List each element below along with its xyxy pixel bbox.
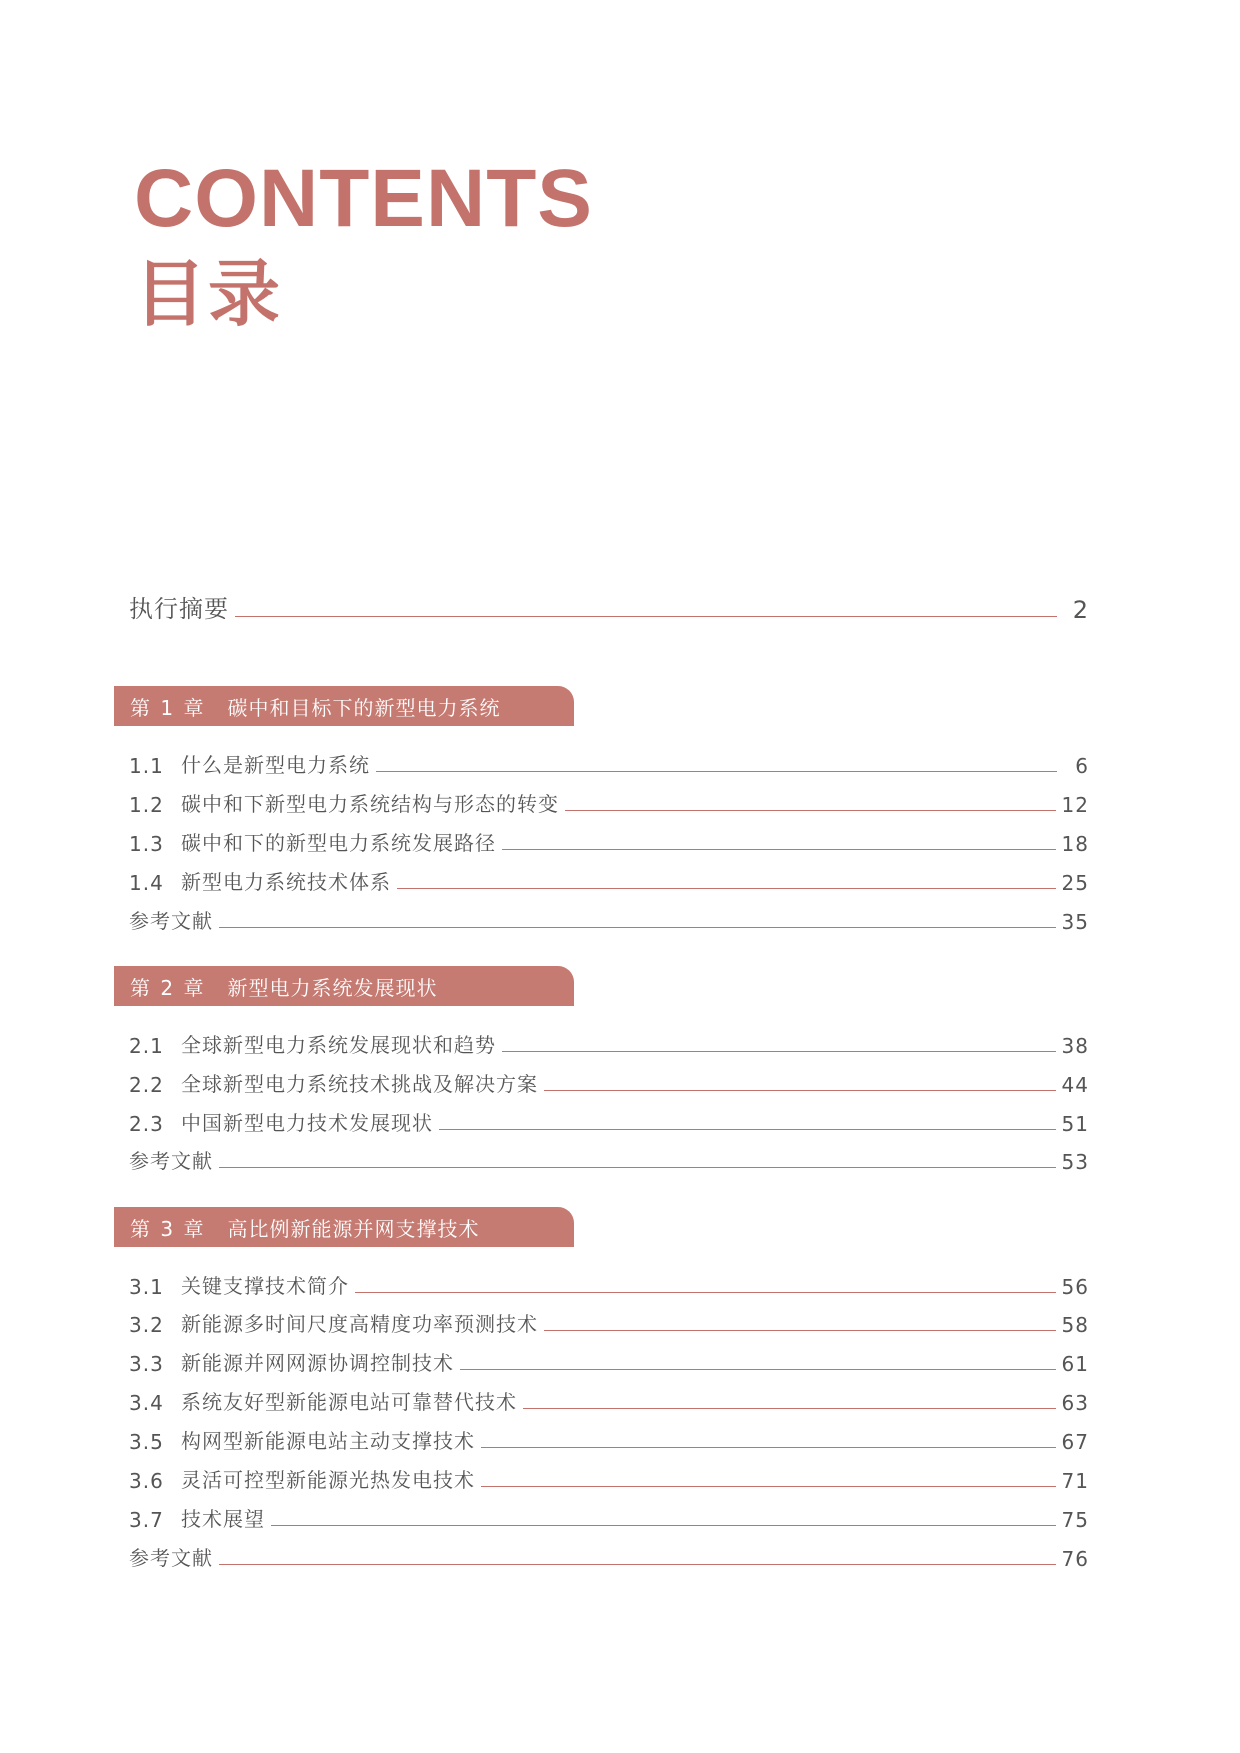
toc-leader-line [565,810,1056,811]
toc-leader-line [219,927,1056,928]
toc-leader-line [481,1486,1056,1487]
toc-page-number: 2 [1072,596,1089,624]
toc-leader-line [544,1330,1056,1331]
toc-entry-label: 系统友好型新能源电站可靠替代技术 [181,1390,517,1414]
toc-page-number: 61 [1061,1352,1089,1376]
toc-entry-number: 3.5 [129,1430,164,1454]
chapter-2-heading[interactable] [114,966,574,1006]
toc-entry-3-6[interactable] [129,1459,1089,1493]
toc-entry-number: 3.7 [129,1508,164,1532]
toc-entry-summary[interactable] [129,584,1089,624]
toc-entry-3-1[interactable] [129,1265,1089,1299]
toc-entry-label: 参考文献 [129,1546,213,1570]
toc-entry-number: 3.1 [129,1275,164,1299]
toc-entry-number: 2.2 [129,1073,164,1097]
toc-entry-1-2[interactable] [129,783,1089,817]
toc-leader-line [439,1129,1056,1130]
toc-entry-1-1[interactable] [129,744,1089,778]
chapter-number: 第 3 章 [130,1216,206,1241]
toc-entry-2-1[interactable] [129,1024,1089,1058]
toc-entry-label: 碳中和下的新型电力系统发展路径 [181,831,496,855]
toc-leader-line [397,888,1056,889]
toc-page-number: 18 [1061,832,1089,856]
toc-entry-label: 全球新型电力系统发展现状和趋势 [181,1033,496,1057]
chapter-title: 高比例新能源并网支撑技术 [227,1216,480,1241]
toc-entry-2-3[interactable] [129,1102,1089,1136]
toc-page-number: 44 [1061,1073,1089,1097]
toc-page-number: 6 [1075,754,1089,778]
toc-entry-1-3[interactable] [129,822,1089,856]
toc-entry-label: 灵活可控型新能源光热发电技术 [181,1468,475,1492]
toc-page-number: 53 [1061,1150,1089,1174]
toc-entry-3-3[interactable] [129,1342,1089,1376]
toc-entry-label: 全球新型电力系统技术挑战及解决方案 [181,1072,538,1096]
toc-leader-line [544,1090,1056,1091]
toc-leader-line [502,1051,1056,1052]
contents-title-zh: 目录 [134,252,283,336]
toc-entry-number: 1.4 [129,871,164,895]
toc-entry-number: 1.2 [129,793,164,817]
toc-entry-label: 中国新型电力技术发展现状 [181,1111,433,1135]
toc-entry-number: 2.1 [129,1034,164,1058]
toc-entry-1-references[interactable] [129,900,1089,934]
toc-entry-label: 执行摘要 [129,595,229,623]
toc-page-number: 63 [1061,1391,1089,1415]
toc-entry-number: 3.4 [129,1391,164,1415]
toc-entry-2-references[interactable] [129,1140,1089,1174]
toc-leader-line [523,1408,1056,1409]
toc-entry-label: 新型电力系统技术体系 [181,870,391,894]
toc-entry-2-2[interactable] [129,1063,1089,1097]
toc-entry-1-4[interactable] [129,861,1089,895]
toc-leader-line [376,771,1057,772]
toc-entry-number: 2.3 [129,1112,164,1136]
toc-entry-number: 3.3 [129,1352,164,1376]
toc-leader-line [271,1525,1056,1526]
chapter-title: 碳中和目标下的新型电力系统 [227,695,501,720]
toc-page-number: 25 [1061,871,1089,895]
chapter-3-heading[interactable] [114,1207,574,1247]
chapter-number: 第 2 章 [130,975,206,1000]
toc-leader-line [235,616,1057,617]
toc-entry-3-2[interactable] [129,1303,1089,1337]
toc-leader-line [219,1167,1056,1168]
toc-entry-3-5[interactable] [129,1420,1089,1454]
contents-title-en: CONTENTS [134,153,593,244]
toc-page-number: 71 [1061,1469,1089,1493]
toc-entry-label: 碳中和下新型电力系统结构与形态的转变 [181,792,559,816]
toc-page-number: 75 [1061,1508,1089,1532]
toc-page-number: 58 [1061,1313,1089,1337]
chapter-1-heading[interactable] [114,686,574,726]
toc-entry-label: 参考文献 [129,909,213,933]
toc-page-number: 67 [1061,1430,1089,1454]
toc-entry-number: 1.1 [129,754,164,778]
toc-leader-line [355,1292,1056,1293]
toc-page-number: 76 [1061,1547,1089,1571]
toc-entry-label: 什么是新型电力系统 [181,753,370,777]
toc-entry-3-references[interactable] [129,1537,1089,1571]
toc-leader-line [502,849,1056,850]
toc-leader-line [460,1369,1056,1370]
toc-page-number: 38 [1061,1034,1089,1058]
toc-entry-label: 构网型新能源电站主动支撑技术 [181,1429,475,1453]
toc-entry-number: 1.3 [129,832,164,856]
toc-page-number: 35 [1061,910,1089,934]
toc-entry-label: 技术展望 [181,1507,265,1531]
toc-entry-label: 新能源并网网源协调控制技术 [181,1351,454,1375]
toc-page-number: 12 [1061,793,1089,817]
toc-entry-label: 关键支撑技术简介 [181,1274,349,1298]
toc-entry-label: 参考文献 [129,1149,213,1173]
toc-leader-line [481,1447,1056,1448]
toc-entry-3-7[interactable] [129,1498,1089,1532]
toc-leader-line [219,1564,1056,1565]
toc-entry-number: 3.6 [129,1469,164,1493]
chapter-number: 第 1 章 [130,695,206,720]
toc-entry-number: 3.2 [129,1313,164,1337]
chapter-title: 新型电力系统发展现状 [227,975,438,1000]
toc-page-number: 51 [1061,1112,1089,1136]
toc-entry-3-4[interactable] [129,1381,1089,1415]
toc-page-number: 56 [1061,1275,1089,1299]
toc-entry-label: 新能源多时间尺度高精度功率预测技术 [181,1312,538,1336]
